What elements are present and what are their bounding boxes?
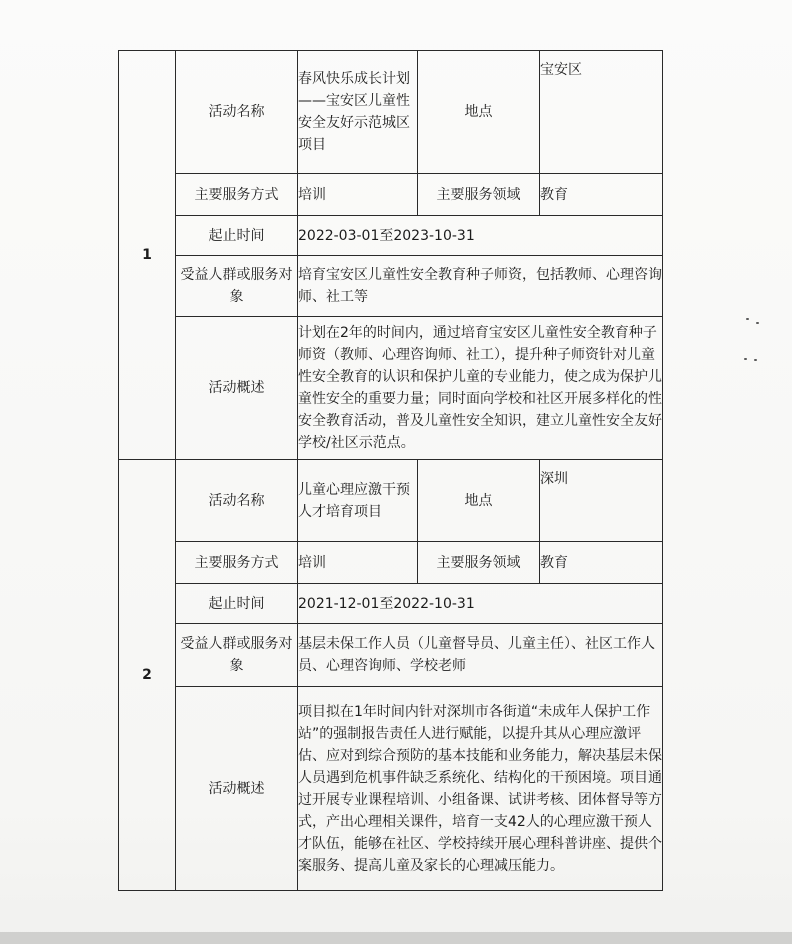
summary-label: 活动概述 [176,687,298,891]
table-row [119,216,663,256]
period-value: 2022-03-01至2023-10-31 [298,216,663,256]
service-mode-label: 主要服务方式 [176,542,298,584]
table-row [119,542,663,584]
activity-table [118,50,663,891]
activity-name-label: 活动名称 [176,51,298,174]
service-mode-value: 培训 [298,542,418,584]
service-field-label: 主要服务领域 [418,174,540,216]
table-row [119,174,663,216]
location-value: 宝安区 [540,51,663,174]
table-row [119,460,663,542]
scan-bottom-edge [0,932,792,944]
period-value: 2021-12-01至2022-10-31 [298,584,663,624]
period-label: 起止时间 [176,216,298,256]
service-mode-label: 主要服务方式 [176,174,298,216]
beneficiaries-value: 基层未保工作人员（儿童督导员、儿童主任）、社区工作人员、心理咨询师、学校老师 [298,624,663,687]
location-value: 深圳 [540,460,663,542]
table-row [119,317,663,460]
table-row [119,687,663,891]
scan-speck [754,359,757,361]
scan-speck [756,322,759,324]
summary-value: 计划在2年的时间内，通过培育宝安区儿童性安全教育种子师资（教师、心理咨询师、社工），提升种子师资针对儿童性安全教育的认识和保护儿童的专业能力，使之成为保护儿童性安全的重要力量；同时面向学校和社区开展多样化的性安全教育活动，普及儿童性安全知识，建立儿童性安全友好学校/社区示范点。 [298,317,663,460]
summary-value: 项目拟在1年时间内针对深圳市各街道“未成年人保护工作站”的强制报告责任人进行赋能，以提升其从心理应激评估、应对到综合预防的基本技能和业务能力，解决基层未保人员遇到危机事件缺乏系统化、结构化的干预困境。项目通过开展专业课程培训、小组备课、试讲考核、团体督导等方式，产出心理相关课件，培育一支42人的心理应激干预人才队伍，能够在社区、学校持续开展心理科普讲座、提供个案服务、提高儿童及家长的心理减压能力。 [298,687,663,891]
table-row [119,624,663,687]
service-mode-value: 培训 [298,174,418,216]
activity-name-label: 活动名称 [176,460,298,542]
beneficiaries-value: 培育宝安区儿童性安全教育种子师资，包括教师、心理咨询师、社工等 [298,256,663,317]
period-label: 起止时间 [176,584,298,624]
table-row [119,584,663,624]
activity-name-value: 春风快乐成长计划——宝安区儿童性安全友好示范城区项目 [298,51,418,174]
location-label: 地点 [418,51,540,174]
location-label: 地点 [418,460,540,542]
table-row [119,256,663,317]
summary-label: 活动概述 [176,317,298,460]
scan-speck [744,358,747,360]
service-field-value: 教育 [540,174,663,216]
record-number: 1 [119,51,176,460]
beneficiaries-label: 受益人群或服务对象 [176,256,298,317]
service-field-value: 教育 [540,542,663,584]
table-row [119,51,663,174]
record-number: 2 [119,460,176,891]
service-field-label: 主要服务领域 [418,542,540,584]
activity-name-value: 儿童心理应激干预人才培育项目 [298,460,418,542]
beneficiaries-label: 受益人群或服务对象 [176,624,298,687]
scan-speck [746,318,749,320]
